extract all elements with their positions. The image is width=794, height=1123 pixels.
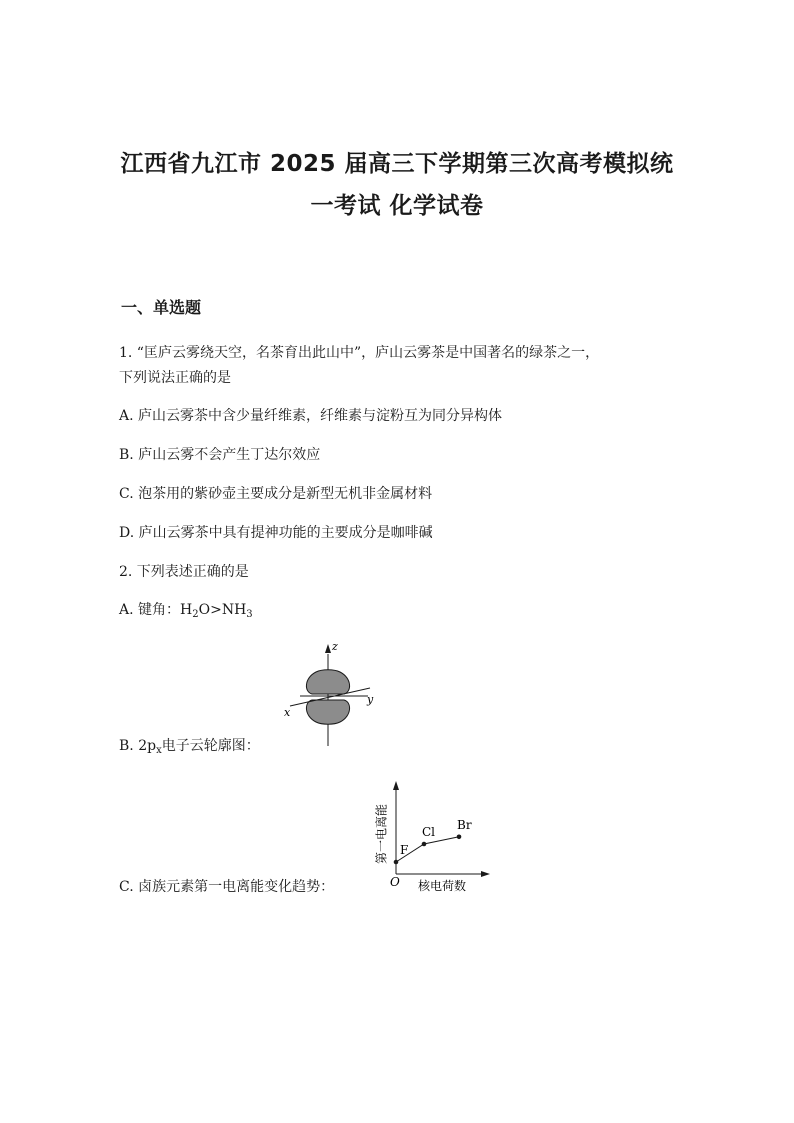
q2-option-b [119, 735, 260, 756]
q2-option-b-prefix: B. 2p [119, 738, 157, 754]
p-orbital-figure [280, 636, 390, 748]
q2-option-b-sub: x [156, 745, 162, 756]
q1-stem-line2: 下列说法正确的是 [119, 370, 231, 386]
orbital-lower-lobe [306, 700, 349, 724]
chart-y-label: 第一电离能 [374, 803, 389, 865]
q2-option-a [119, 599, 253, 620]
q2-option-a-sub1: 2 [192, 609, 199, 620]
q1-option-d: D. 庐山云雾茶中具有提神功能的主要成分是咖啡碱 [119, 525, 433, 541]
q2-option-c: C. 卤族元素第一电离能变化趋势： [119, 879, 335, 895]
chart-y-arrow [393, 781, 399, 790]
data-label-cl: Cl [422, 825, 436, 839]
q1-option-b: B. 庐山云雾不会产生丁达尔效应 [119, 447, 321, 463]
chart-origin: O [390, 875, 400, 889]
data-point-cl [422, 842, 427, 847]
data-label-br: Br [457, 817, 472, 832]
q2-stem: 2. 下列表述正确的是 [119, 564, 249, 580]
chart-x-arrow [481, 871, 490, 877]
exam-title-line1: 江西省九江市 2025 届高三下学期第三次高考模拟统 [120, 151, 674, 177]
data-point-f [394, 860, 399, 865]
x-label: x [284, 706, 291, 719]
q2-option-a-mid: O>NH [198, 602, 247, 618]
data-point-br [457, 835, 462, 840]
q1-option-a: A. 庐山云雾茶中含少量纤维素，纤维素与淀粉互为同分异构体 [119, 408, 503, 424]
orbital-upper-lobe [306, 670, 349, 694]
q1-stem-line1: 1. “匡庐云雾绕天空，名茶育出此山中”，庐山云雾茶是中国著名的绿茶之一， [119, 345, 600, 361]
chart-x-label: 核电荷数 [417, 879, 467, 893]
section-heading: 一、单选题 [121, 298, 202, 317]
z-axis-arrow [325, 644, 331, 653]
ionization-energy-chart [366, 778, 494, 896]
q2-option-a-prefix: A. 键角：H [119, 602, 193, 618]
q2-option-a-sub2: 3 [246, 609, 253, 620]
exam-title-line2: 一考试 化学试卷 [310, 193, 484, 219]
y-label: y [367, 693, 374, 706]
z-label: z [332, 640, 338, 653]
data-label-f: F [400, 843, 409, 857]
q1-option-c: C. 泡茶用的紫砂壶主要成分是新型无机非金属材料 [119, 486, 433, 502]
q2-option-b-suffix: 电子云轮廓图： [161, 738, 260, 754]
